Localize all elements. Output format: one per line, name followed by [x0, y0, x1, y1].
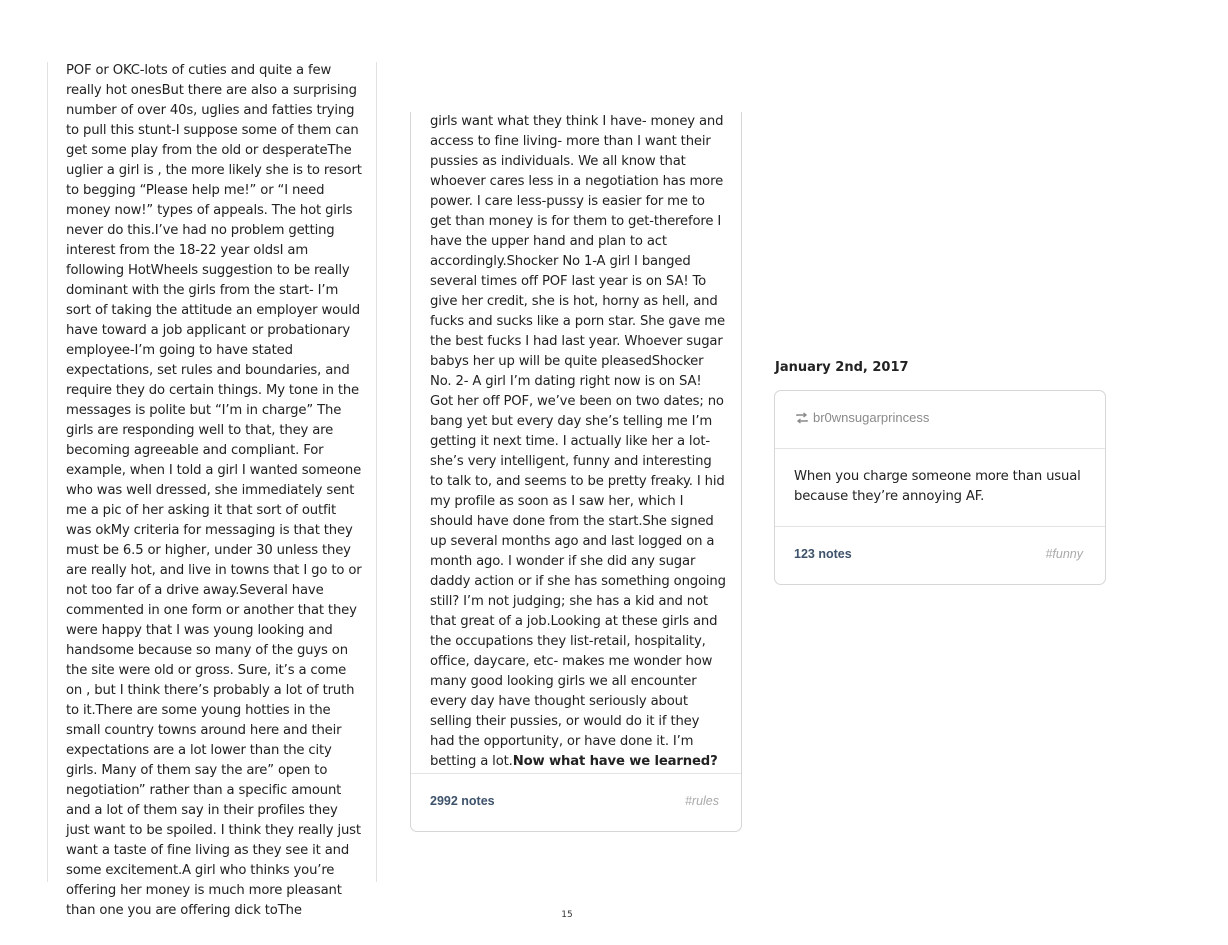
post-body-bold-text: Now what have we learned?: [512, 754, 718, 769]
post-card-rules: [410, 112, 742, 832]
post-body: [430, 112, 726, 772]
post-footer: [411, 773, 741, 831]
post-body-text: When you charge someone more than usual because they’re annoying AF.: [794, 469, 1081, 504]
tag-link[interactable]: #rules: [684, 794, 719, 808]
post-footer: [775, 526, 1105, 584]
date-heading: January 2nd, 2017: [775, 360, 909, 375]
page-number: 15: [561, 910, 573, 920]
tag-link[interactable]: #funny: [1045, 547, 1083, 561]
notes-count-link[interactable]: 2992 notes: [430, 794, 495, 808]
left-column-text: POF or OKC-lots of cuties and quite a few really hot onesBut there are also a surprising number of over 40s, uglies and fatties trying to pull this stunt-I suppose some of them can get some play from the old or desperateThe uglier a girl is , the more likely she is to resort to begging “Please help me!” or “I need money now!” types of appeals. The hot girls never do this.I’ve had no problem getting interest from the 18-22 year oldsI am following HotWheels suggestion to be really dominant with the girls from the start- I’m sort of taking the attitude an employer would have toward a job applicant or probationary employee-I’m going to have stated expectations, set rules and boundaries, and require they do certain things. My tone in the messages is polite but “I’m in charge” The girls are responding well to that, they are becoming agreeable and compliant. For example, when I told a girl I wanted someone who was well dressed, she immediately sent me a pic of her asking it that sort of outfit was okMy criteria for messaging is that they must be 6.5 or higher, under 30 unless they are really hot, and live in towns that I go to or not too far of a drive away.Several have commented in one form or another that they were happy that I was young looking and handsome because so many of the guys on the site were old or gross. Sure, it’s a come on , but I think there’s probably a lot of truth to it.There are some young hotties in the small country towns around here and their expectations are a lot lower than the city girls. Many of them say the are” open to negotiation” rather than a specific amount and a lot of them say in their profiles they just want to be spoiled. I think they really just want a taste of fine living as they see it and some excitement.A girl who thinks you’re offering her money is much more pleasant than one you are offering dick toThe: [66, 63, 362, 918]
post-card-funny: [774, 390, 1106, 585]
reblog-icon: [794, 410, 810, 426]
post-body-text: girls want what they think I have- money and access to fine living- more than I want their pussies as individuals. We all know that whoever cares less in a negotiation has more power. I care less-pussy is easier for me to get than money is for them to get-therefore I have the upper hand and plan to act accordingly.Shocker No 1-A girl I banged several times off POF last year is on SA! To give her credit, she is hot, horny as hell, and fucks and sucks like a porn star. She gave me the best fucks I had last year. Whoever sugar babys her up will be quite pleasedShocker No. 2- A girl I’m dating right now is on SA! Got her off POF, we’ve been on two dates; no bang yet but every day she’s telling me I’m getting it next time. I actually like her a lot-she’s very intelligent, funny and interesting to talk to, and seems to be pretty freaky. I hid my profile as soon as I saw her, which I should have done from the start.She signed up several months ago and last logged on a month ago. I wonder if she did any sugar daddy action or if she has something ongoing still? I’m not judging; she has a kid and not that great of a job.Looking at these girls and the occupations they list-retail, hospitality, office, daycare, etc- makes me wonder how many good looking girls we all encounter every day have thought seriously about selling their pussies, or would do it if they had the opportunity, or have done it. I’m betting a lot.: [430, 114, 726, 769]
notes-count-link[interactable]: 123 notes: [794, 547, 852, 561]
left-text-column: [47, 62, 377, 918]
reblog-header: [775, 391, 1105, 449]
reblog-username-link[interactable]: br0wnsugarprincess: [813, 410, 930, 425]
